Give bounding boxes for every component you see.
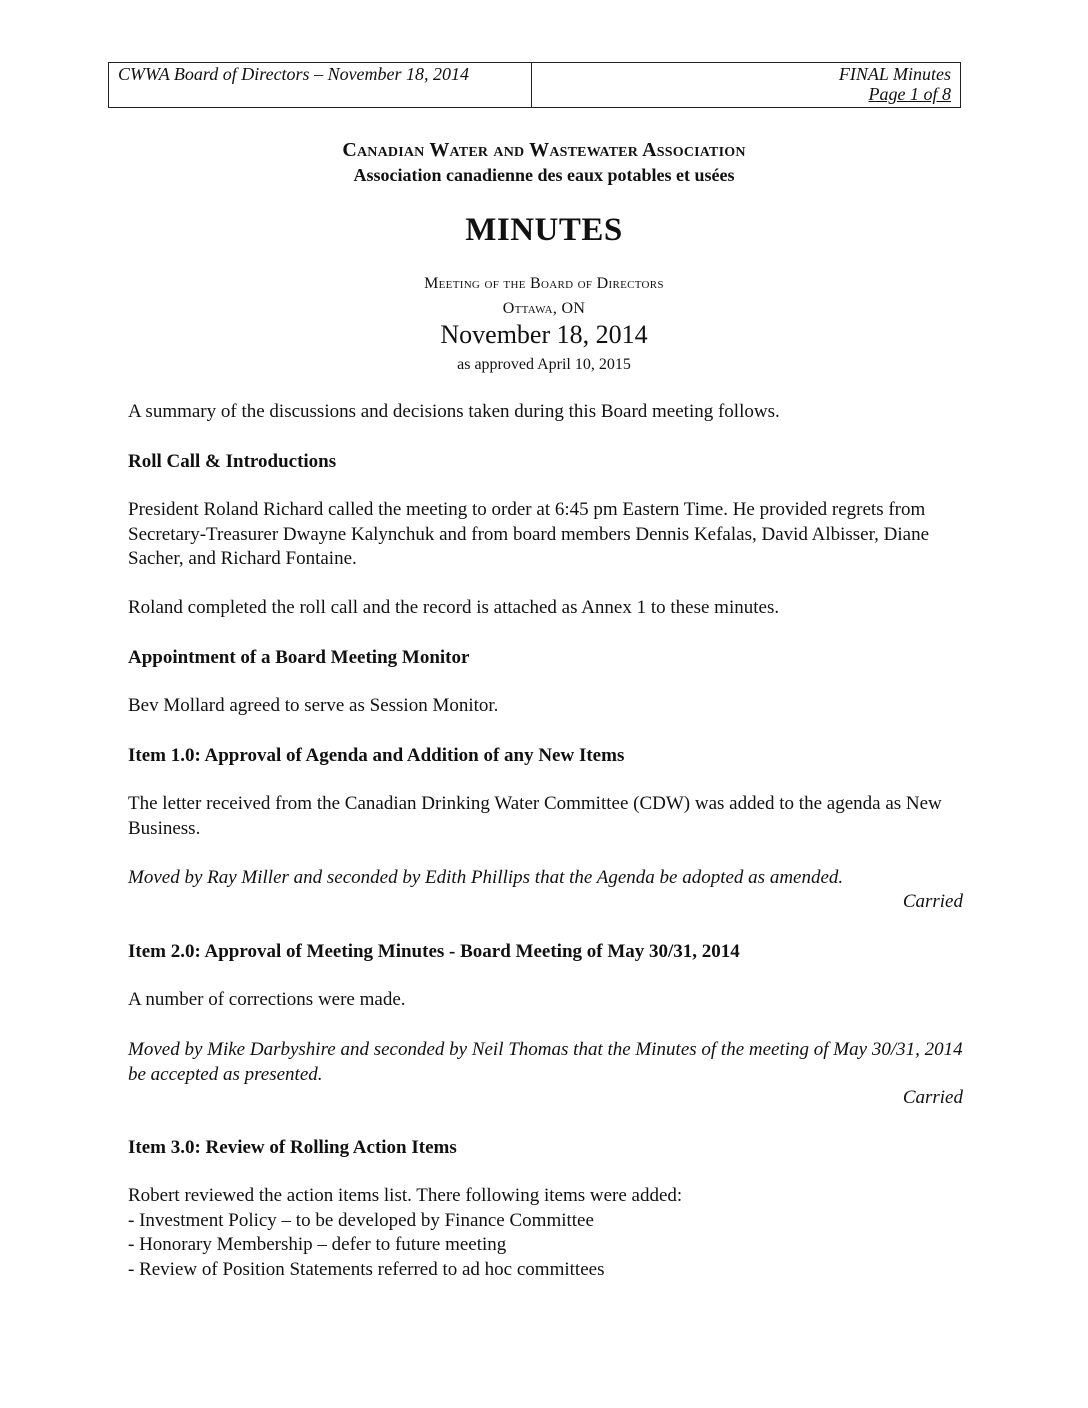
roll-call-record-paragraph: Roland completed the roll call and the record is attached as Annex 1 to these minutes. (128, 597, 780, 618)
meeting-date: November 18, 2014 (440, 320, 648, 349)
item3-section (128, 1184, 963, 1282)
roll-call-paragraph: President Roland Richard called the meeting to order at 6:45 pm Eastern Time. He provided regrets from Secretary-Treasurer Dwayne Kalynchuk and from board members Dennis Kefalas, David Albisser, Diane Sacher, and Richard Fontaine. (128, 499, 930, 569)
header-status (532, 63, 960, 107)
item3-paragraph: Robert reviewed the action items list. There following items were added: (128, 1185, 683, 1206)
document-title: MINUTES (465, 212, 623, 248)
item1-heading: Item 1.0: Approval of Agenda and Addition of any New Items (128, 745, 625, 766)
list-item: - Investment Policy – to be developed by Finance Committee (128, 1209, 594, 1231)
list-item: - Review of Position Statements referred to ad hoc committees (128, 1258, 605, 1280)
monitor-paragraph: Bev Mollard agreed to serve as Session Monitor. (128, 695, 499, 716)
item1-motion: Moved by Ray Miller and seconded by Edith Phillips that the Agenda be adopted as amended. (128, 867, 844, 888)
monitor-heading: Appointment of a Board Meeting Monitor (128, 647, 470, 668)
item2-motion: Moved by Mike Darbyshire and seconded by Neil Thomas that the Minutes of the meeting of May 30/31, 2014 be accepted as presented. (128, 1039, 963, 1085)
item3-heading: Item 3.0: Review of Rolling Action Items (128, 1137, 457, 1158)
approval-note: as approved April 10, 2015 (457, 356, 631, 373)
item2-result: Carried (902, 1087, 963, 1108)
organization-name-french: Association canadienne des eaux potables et usées (353, 165, 735, 185)
item2-paragraph: A number of corrections were made. (128, 989, 406, 1010)
item2-heading: Item 2.0: Approval of Meeting Minutes - Board Meeting of May 30/31, 2014 (128, 941, 740, 962)
item1-paragraph: The letter received from the Canadian Drinking Water Committee (CDW) was added to the agenda as New Business. (128, 793, 942, 839)
intro-paragraph: A summary of the discussions and decisions taken during this Board meeting follows. (128, 401, 780, 422)
header-table (108, 62, 961, 108)
organization-name-english: Canadian Water and Wastewater Association (342, 139, 746, 161)
header-meeting-label: CWWA Board of Directors – November 18, 2014 (109, 63, 532, 107)
header-page-number: Page 1 of 8 (868, 84, 951, 104)
list-item: - Honorary Membership – defer to future meeting (128, 1234, 507, 1255)
item1-result: Carried (902, 891, 963, 912)
roll-call-heading: Roll Call & Introductions (128, 451, 337, 472)
meeting-location: Ottawa, ON (502, 300, 586, 317)
meeting-type: Meeting of the Board of Directors (424, 275, 664, 292)
header-final-minutes: FINAL Minutes (838, 64, 951, 84)
